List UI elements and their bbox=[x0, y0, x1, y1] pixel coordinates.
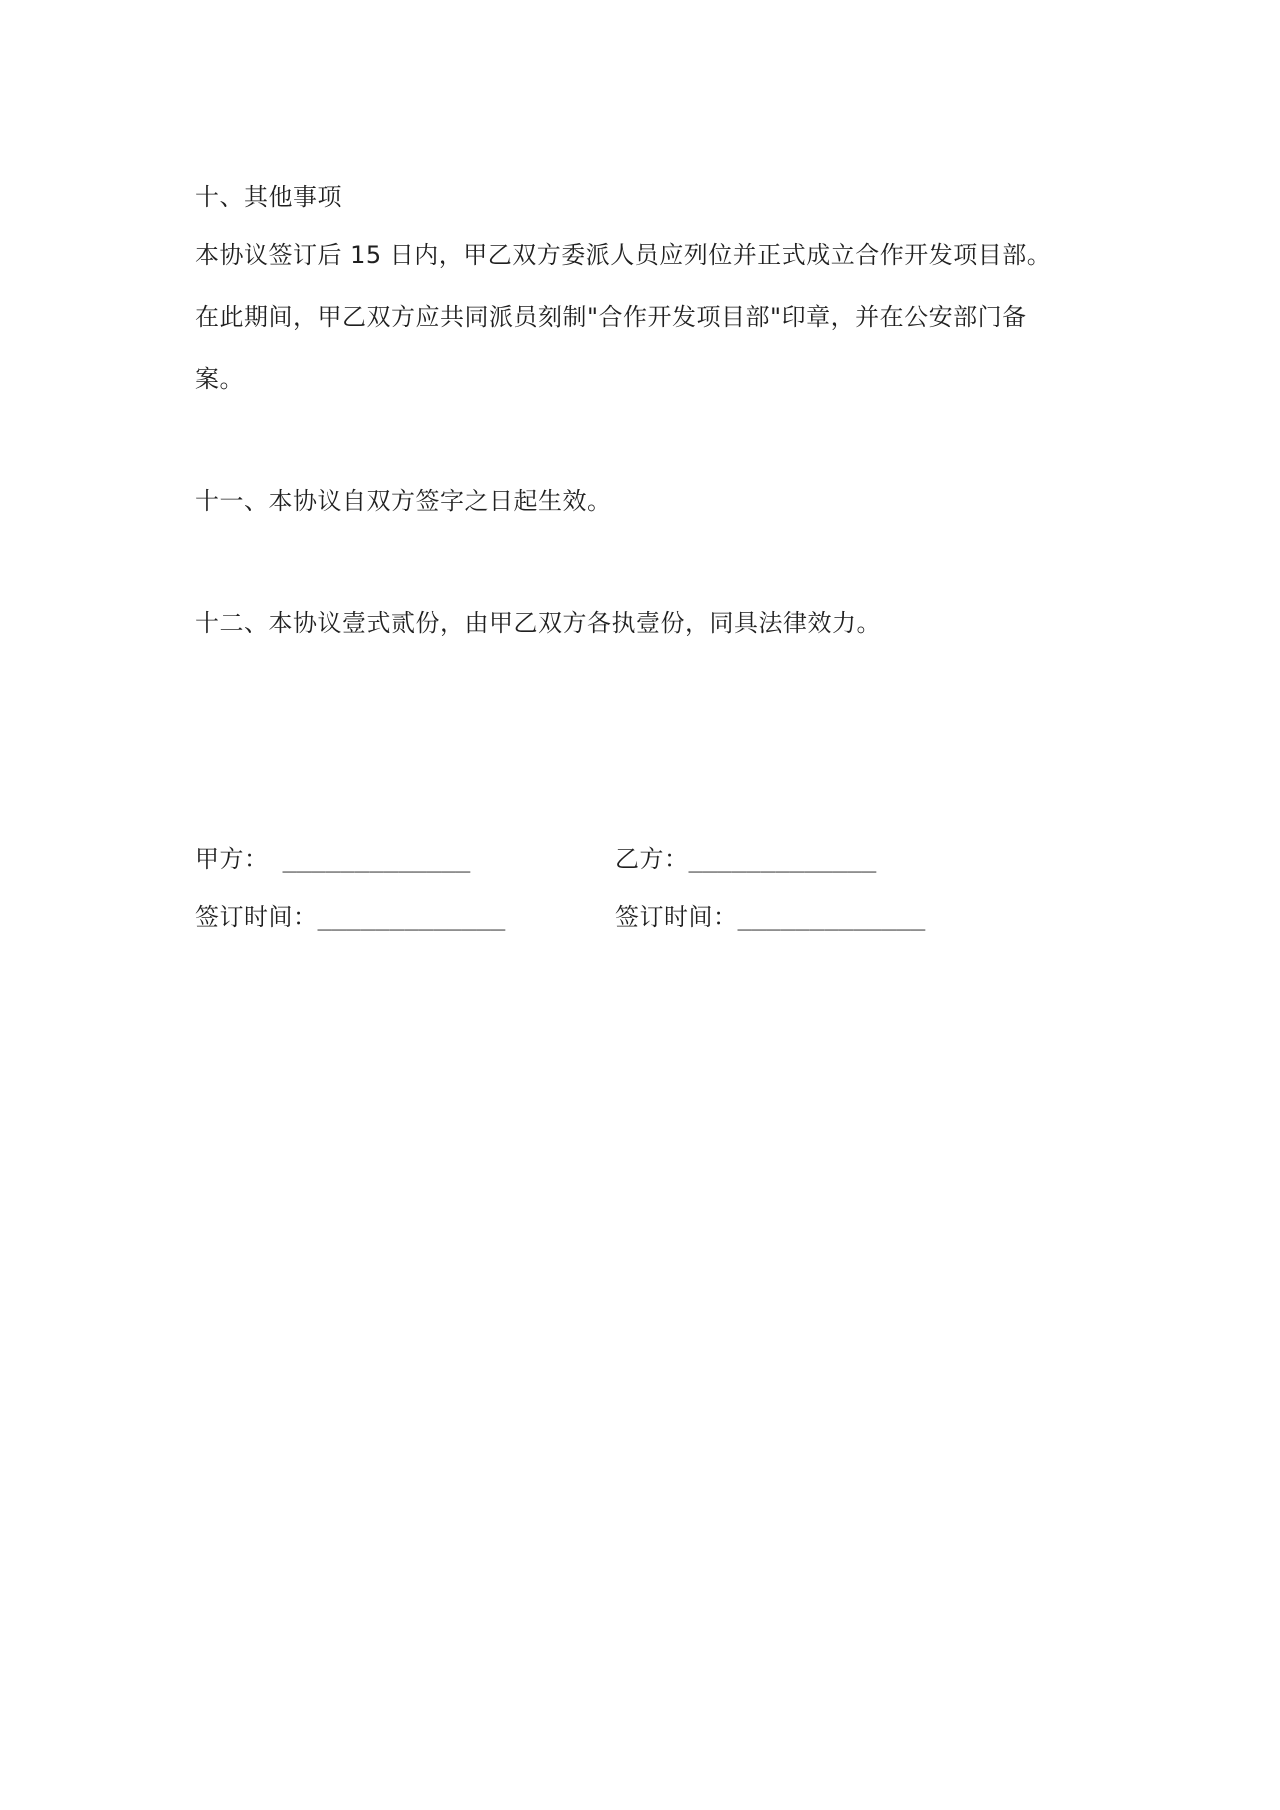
spacer bbox=[195, 654, 1085, 830]
party-a-date bbox=[195, 888, 615, 946]
section-12 bbox=[195, 592, 1085, 654]
section-10-heading: 十、其他事项 bbox=[195, 183, 342, 211]
spacer bbox=[195, 532, 1085, 592]
section-10 bbox=[195, 170, 1085, 410]
party-b-date bbox=[615, 888, 1035, 946]
section-10-line-3: 案。 bbox=[195, 365, 244, 393]
party-b-blank: _____________ bbox=[688, 845, 877, 873]
section-12-text: 十二、本协议壹式贰份，由甲乙双方各执壹份，同具法律效力。 bbox=[195, 609, 881, 637]
date-b-blank: _____________ bbox=[737, 903, 926, 931]
section-10-line-1: 本协议签订后 15 日内，甲乙双方委派人员应列位并正式成立合作开发项目部。 bbox=[195, 241, 1052, 269]
signature-block bbox=[195, 830, 1085, 946]
signature-row-date bbox=[195, 888, 1085, 946]
section-10-line-2: 在此期间，甲乙双方应共同派员刻制"合作开发项目部"印章，并在公安部门备 bbox=[195, 303, 1027, 331]
section-11-text: 十一、本协议自双方签字之日起生效。 bbox=[195, 487, 612, 515]
party-a-label: 甲方： bbox=[195, 845, 269, 873]
date-b-label: 签订时间： bbox=[615, 903, 738, 931]
spacer bbox=[195, 410, 1085, 470]
document-body bbox=[195, 170, 1085, 946]
party-b-label: 乙方： bbox=[615, 845, 689, 873]
date-a-blank: _____________ bbox=[317, 903, 506, 931]
party-a-blank: _____________ bbox=[282, 845, 471, 873]
section-11 bbox=[195, 470, 1085, 532]
date-a-label: 签订时间： bbox=[195, 903, 318, 931]
signature-row-party bbox=[195, 830, 1085, 888]
party-b-signature bbox=[615, 830, 1035, 888]
party-a-signature bbox=[195, 830, 615, 888]
